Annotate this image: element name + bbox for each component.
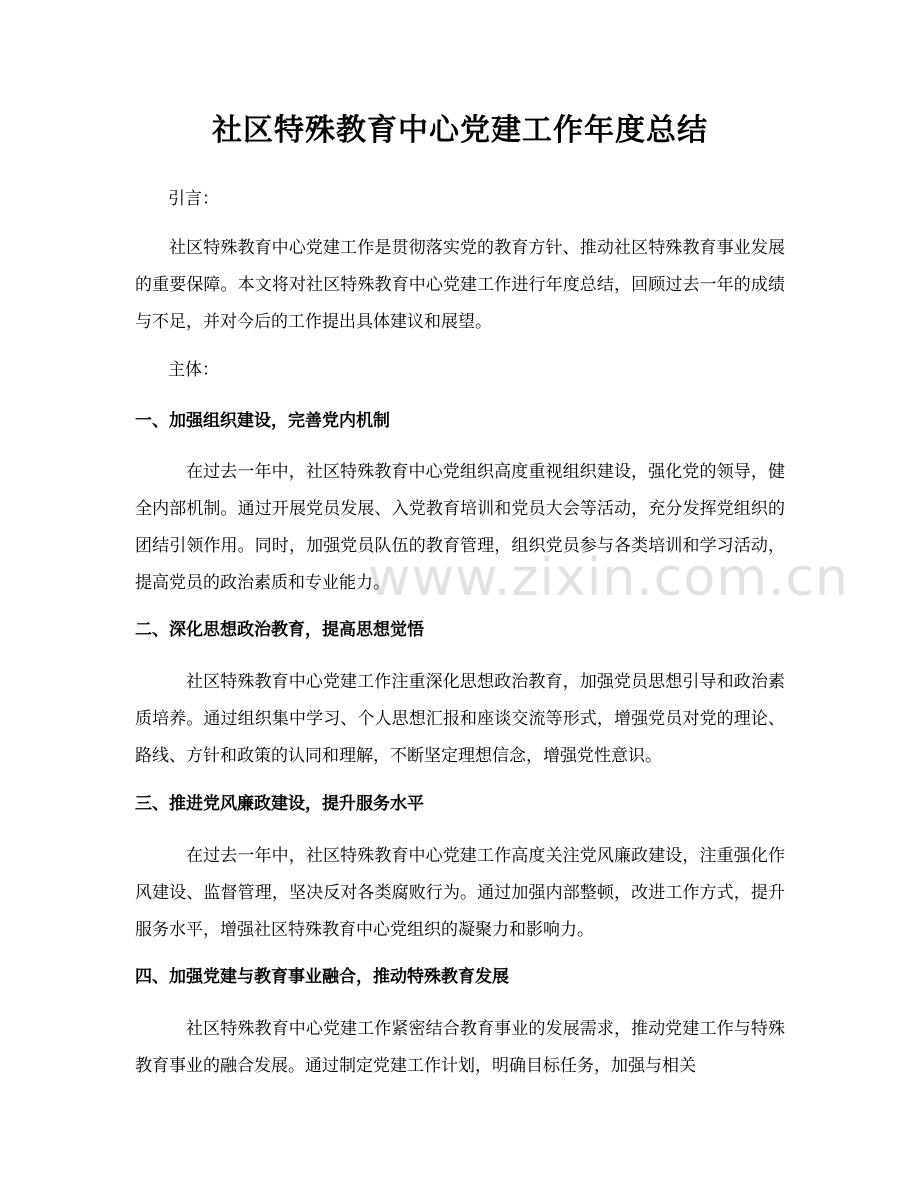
intro-label: 引言： bbox=[168, 189, 219, 209]
section-paragraph-2: 社区特殊教育中心党建工作注重深化思想政治教育，加强党员思想引导和政治素质培养。通过组织集中学习、个人思想汇报和座谈交流等形式，增强党员对党的理论、路线、方针和政策的认同和理解，不断坚定理想信念，增强党性意识。 bbox=[135, 672, 785, 766]
body-label: 主体： bbox=[168, 360, 219, 380]
intro-paragraph: 社区特殊教育中心党建工作是贯彻落实党的教育方针、推动社区特殊教育事业发展的重要保障。本文将对社区特殊教育中心党建工作进行年度总结，回顾过去一年的成绩与不足，并对今后的工作提出具体建议和展望。 bbox=[135, 238, 785, 332]
section-heading-1: 一、加强组织建设，完善党内机制 bbox=[135, 411, 390, 431]
section-paragraph-3: 在过去一年中，社区特殊教育中心党建工作高度关注党风廉政建设，注重强化作风建设、监督管理，坚决反对各类腐败行为。通过加强内部整顿，改进工作方式，提升服务水平，增强社区特殊教育中心党组织的凝聚力和影响力。 bbox=[135, 846, 785, 940]
section-heading-3: 三、推进党风廉政建设，提升服务水平 bbox=[135, 794, 424, 814]
section-paragraph-1: 在过去一年中，社区特殊教育中心党组织高度重视组织建设，强化党的领导，健全内部机制。通过开展党员发展、入党教育培训和党员大会等活动，充分发挥党组织的团结引领作用。同时，加强党员队伍的教育管理，组织党员参与各类培训和学习活动，提高党员的政治素质和专业能力。 bbox=[135, 462, 785, 593]
section-heading-4: 四、加强党建与教育事业融合，推动特殊教育发展 bbox=[135, 967, 509, 987]
section-heading-2: 二、深化思想政治教育，提高思想觉悟 bbox=[135, 620, 424, 640]
watermark: www.zixin.com.cn bbox=[368, 548, 849, 608]
document-title: 社区特殊教育中心党建工作年度总结 bbox=[212, 113, 708, 148]
section-paragraph-4: 社区特殊教育中心党建工作紧密结合教育事业的发展需求，推动党建工作与特殊教育事业的融合发展。通过制定党建工作计划，明确目标任务，加强与相关 bbox=[135, 1019, 785, 1076]
